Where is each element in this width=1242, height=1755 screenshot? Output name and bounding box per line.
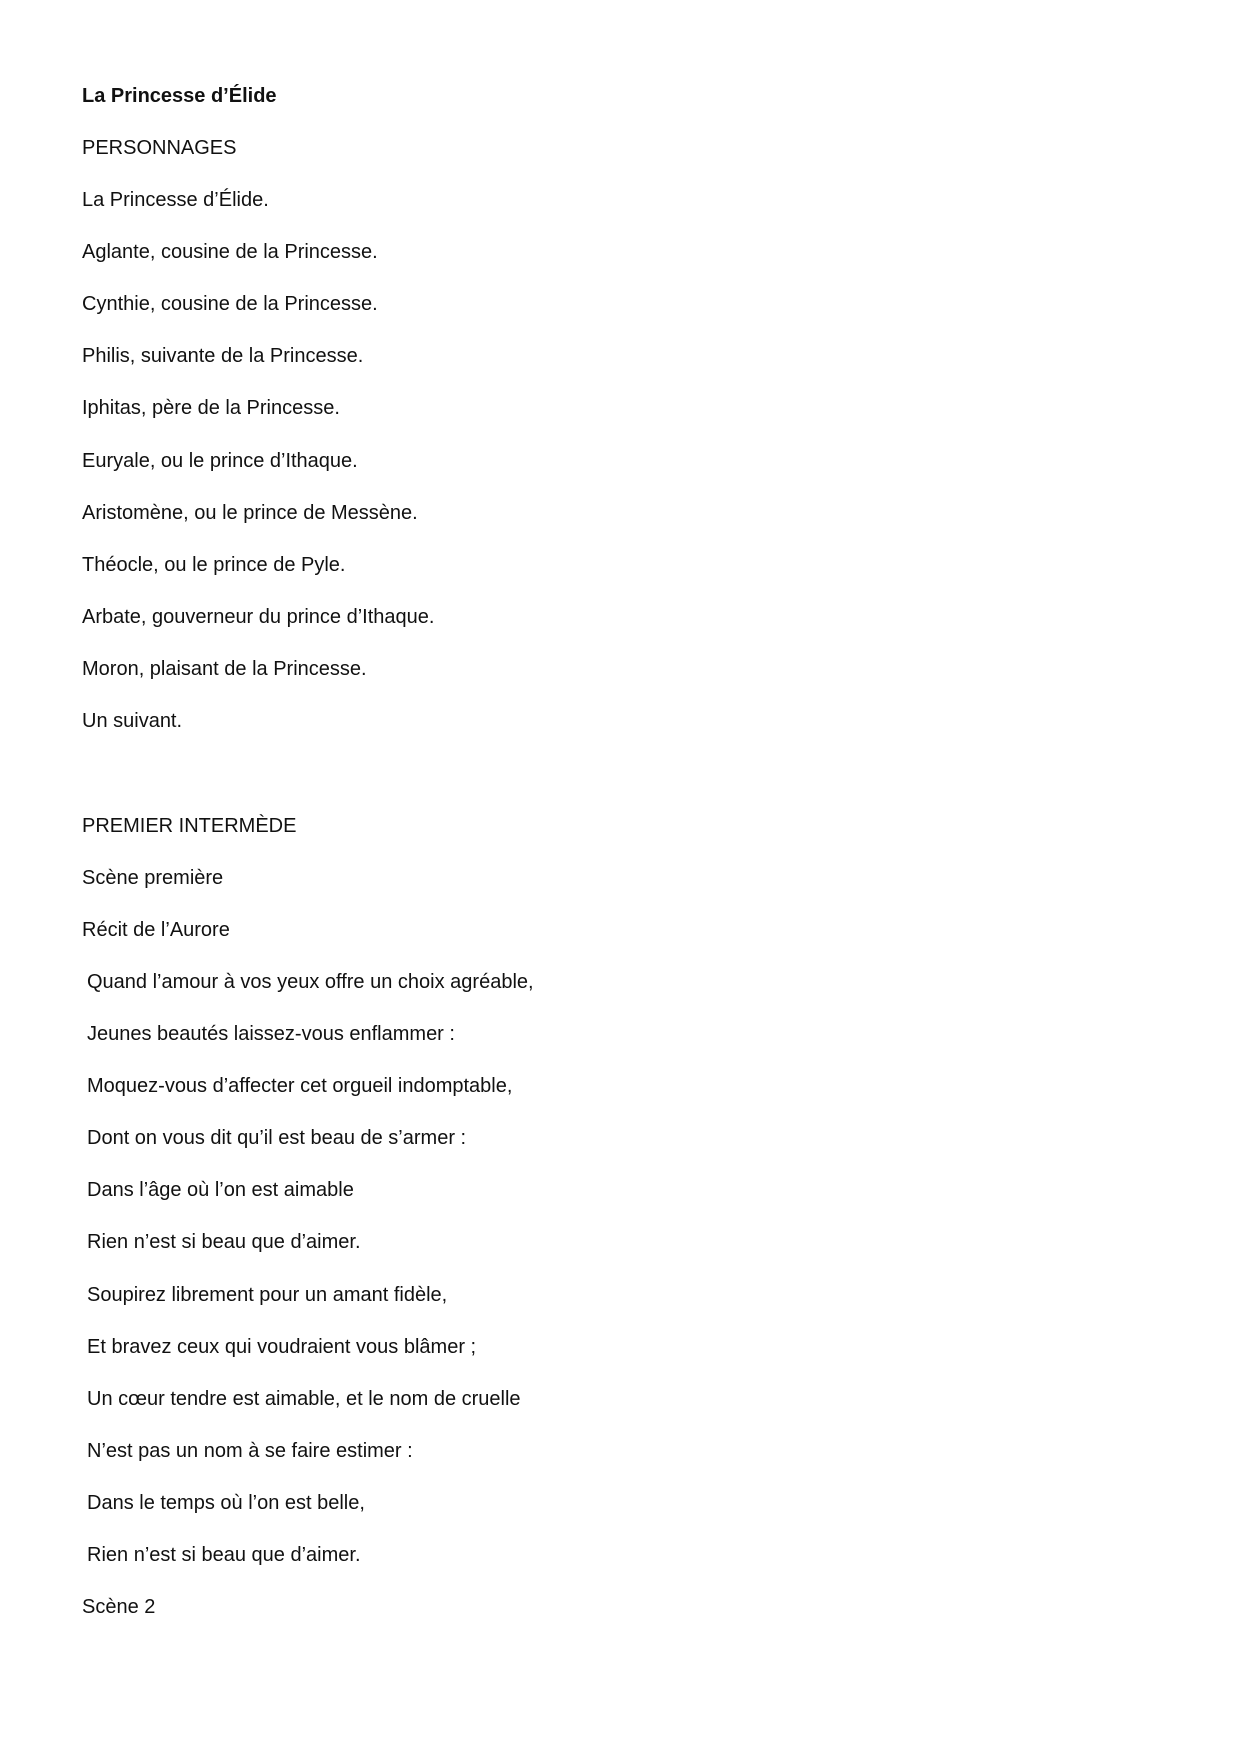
verse-line: Moquez-vous d’affecter cet orgueil indomptable, [87,1075,513,1097]
verse-line: Dans le temps où l’on est belle, [87,1492,365,1514]
cast-item: Iphitas, père de la Princesse. [82,397,340,419]
verse-line: Et bravez ceux qui voudraient vous blâmer ; [87,1336,477,1358]
document-title: La Princesse d’Élide [82,85,277,107]
cast-item: Aristomène, ou le prince de Messène. [82,502,418,524]
verse-line: Soupirez librement pour un amant fidèle, [87,1284,448,1306]
verse-line: Rien n’est si beau que d’aimer. [87,1544,361,1566]
cast-item: Philis, suivante de la Princesse. [82,345,364,367]
cast-item: Cynthie, cousine de la Princesse. [82,293,378,315]
verse-line: Dans l’âge où l’on est aimable [87,1179,354,1201]
verse-line: Jeunes beautés laissez-vous enflammer : [87,1023,455,1045]
cast-item: Arbate, gouverneur du prince d’Ithaque. [82,606,435,628]
verse-line: Quand l’amour à vos yeux offre un choix agréable, [87,971,534,993]
cast-heading: PERSONNAGES [82,137,237,159]
cast-item: Moron, plaisant de la Princesse. [82,658,367,680]
cast-item: La Princesse d’Élide. [82,189,269,211]
interlude-heading: PREMIER INTERMÈDE [82,815,297,837]
cast-item: Aglante, cousine de la Princesse. [82,241,378,263]
scene-heading: Scène 2 [82,1596,156,1618]
cast-item: Euryale, ou le prince d’Ithaque. [82,450,358,472]
verse-line: Un cœur tendre est aimable, et le nom de cruelle [87,1388,521,1410]
cast-item: Un suivant. [82,710,183,732]
recit-heading: Récit de l’Aurore [82,919,230,941]
verse-line: Rien n’est si beau que d’aimer. [87,1231,361,1253]
verse-line: Dont on vous dit qu’il est beau de s’armer : [87,1127,467,1149]
cast-item: Théocle, ou le prince de Pyle. [82,554,346,576]
scene-heading: Scène première [82,867,224,889]
verse-line: N’est pas un nom à se faire estimer : [87,1440,413,1462]
